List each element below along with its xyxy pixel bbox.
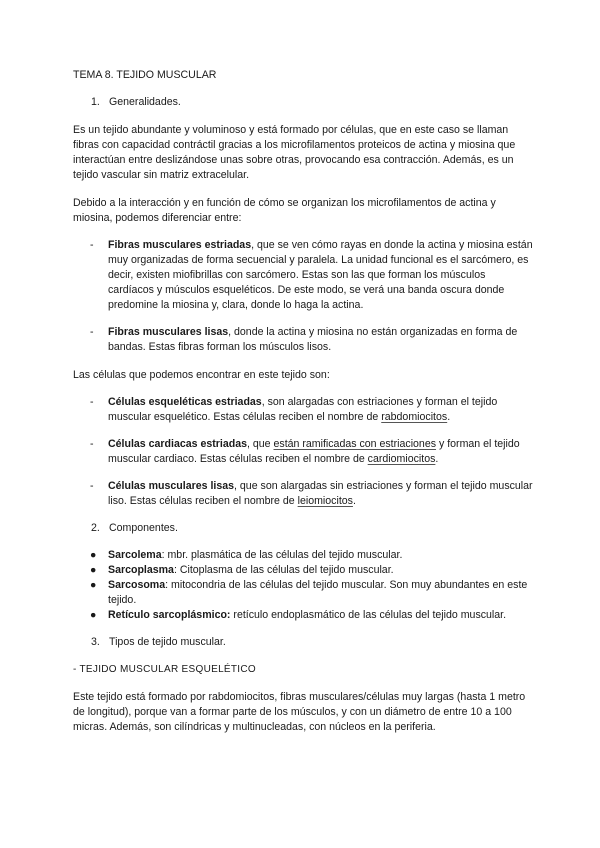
description: , donde la actina y miosina no están organizadas en forma de bandas. Estas fibras forman los músculos lisos. [108, 326, 518, 353]
dash-marker: - [90, 438, 94, 450]
components-list [73, 548, 533, 623]
section-label: Generalidades. [109, 96, 181, 108]
term: Fibras musculares lisas [108, 326, 229, 338]
term: Fibras musculares estriadas [108, 239, 252, 251]
term: Retículo sarcoplásmico: [108, 609, 231, 621]
underlined-term: leiomiocitos [297, 495, 353, 507]
list-item-celulas-cardiacas [73, 437, 533, 467]
list-item-sarcolema [90, 548, 533, 563]
document-page [73, 68, 533, 735]
term: Sarcosoma [108, 579, 166, 591]
description: : Citoplasma de las células del tejido muscular. [173, 564, 394, 576]
description: , que [246, 438, 274, 450]
dash-marker: - [90, 396, 94, 408]
list-item-fibras-lisas [73, 325, 533, 355]
document-title: TEMA 8. TEJIDO MUSCULAR [73, 69, 217, 81]
skeletal-paragraph: Este tejido está formado por rabdomiocitos, fibras musculares/células muy largas (hasta 1 metro de longitud), porque van a formar parte de los músculos, y con un diámetro de entre 10 a 100 micras. Además, son cilíndricas y multinucleadas, con núcleos en la periferia. [73, 691, 526, 733]
bullet-icon: ● [90, 579, 97, 591]
punctuation: . [435, 453, 439, 465]
bullet-icon: ● [90, 549, 97, 561]
subsection-heading: - TEJIDO MUSCULAR ESQUELÉTICO [73, 664, 256, 675]
term: Sarcolema [108, 549, 162, 561]
section-label: Tipos de tejido muscular. [109, 636, 226, 648]
section-number: 3. [91, 636, 100, 648]
section-tipos [73, 635, 533, 650]
list-item-text [108, 563, 533, 578]
cells-intro-paragraph: Las células que podemos encontrar en este tejido son: [73, 369, 330, 381]
intro-paragraph: Es un tejido abundante y voluminoso y está formado por células, que en este caso se llaman fibras con capacidad contráctil gracias a los microfilamentos proteicos de actina y miosina que interactúan entre deslizándose unas sobre otras, provocando esa contracción. Además, es un tejido vascular sin matriz extracelular. [73, 124, 516, 181]
list-item-reticulo [90, 608, 533, 623]
underlined-term: rabdomiocitos [381, 411, 448, 423]
bullet-icon: ● [90, 609, 97, 621]
description: y forman el tejido muscular cardiaco. Estas células reciben el nombre de [108, 438, 520, 465]
term: Sarcoplasma [108, 564, 174, 576]
section-number: 2. [91, 522, 100, 534]
section-label: Componentes. [109, 522, 178, 534]
list-item-text [108, 578, 533, 608]
underlined-phrase: están ramificadas con estriaciones [273, 438, 437, 450]
description: , son alargadas con estriaciones y forman el tejido muscular esquelético. Estas células reciben el nombre de [108, 396, 498, 423]
list-item-celulas-lisas [73, 479, 533, 509]
dash-marker: - [90, 480, 94, 492]
list-item-sarcoplasma [90, 563, 533, 578]
description: , que son alargadas sin estriaciones y forman el tejido muscular liso. Estas células reciben el nombre de [108, 480, 533, 507]
punctuation: . [447, 411, 451, 423]
term: Células esqueléticas estriadas [108, 396, 262, 408]
interaction-paragraph: Debido a la interacción y en función de cómo se organizan los microfilamentos de actina y miosina, podemos diferenciar entre: [73, 197, 496, 224]
list-item-text [108, 548, 533, 563]
list-item-text [108, 608, 533, 623]
list-item-fibras-estriadas [73, 238, 533, 313]
underlined-term: cardiomiocitos [367, 453, 436, 465]
dash-marker: - [90, 326, 94, 338]
list-item-text [108, 395, 533, 425]
term: Células musculares lisas [108, 480, 235, 492]
list-item-text [108, 325, 533, 355]
dash-marker: - [90, 239, 94, 251]
section-generalidades [73, 95, 533, 110]
description: : mitocondria de las células del tejido muscular. Son muy abundantes en este tejido. [108, 579, 528, 606]
list-item-text [108, 437, 533, 467]
description: : mbr. plasmática de las células del tejido muscular. [161, 549, 403, 561]
term: Células cardiacas estriadas [108, 438, 247, 450]
list-item-celulas-esqueleticas [73, 395, 533, 425]
bullet-icon: ● [90, 564, 97, 576]
description: retículo endoplasmático de las células del tejido muscular. [230, 609, 507, 621]
description: , que se ven cómo rayas en donde la actina y miosina están muy organizadas de forma secuencial y paralela. La unidad funcional es el sarcómero, es decir, existen miofibrillas con sarcómero. Estas son las que forman los músculos cardíacos y músculos esqueléticos. De este modo, se verá una banda oscura donde predomine la miosina y, clara, donde lo haga la actina. [108, 239, 533, 311]
list-item-sarcosoma [90, 578, 533, 608]
section-number: 1. [91, 96, 100, 108]
punctuation: . [352, 495, 356, 507]
list-item-text [108, 238, 533, 313]
section-componentes [73, 521, 533, 536]
list-item-text [108, 479, 533, 509]
